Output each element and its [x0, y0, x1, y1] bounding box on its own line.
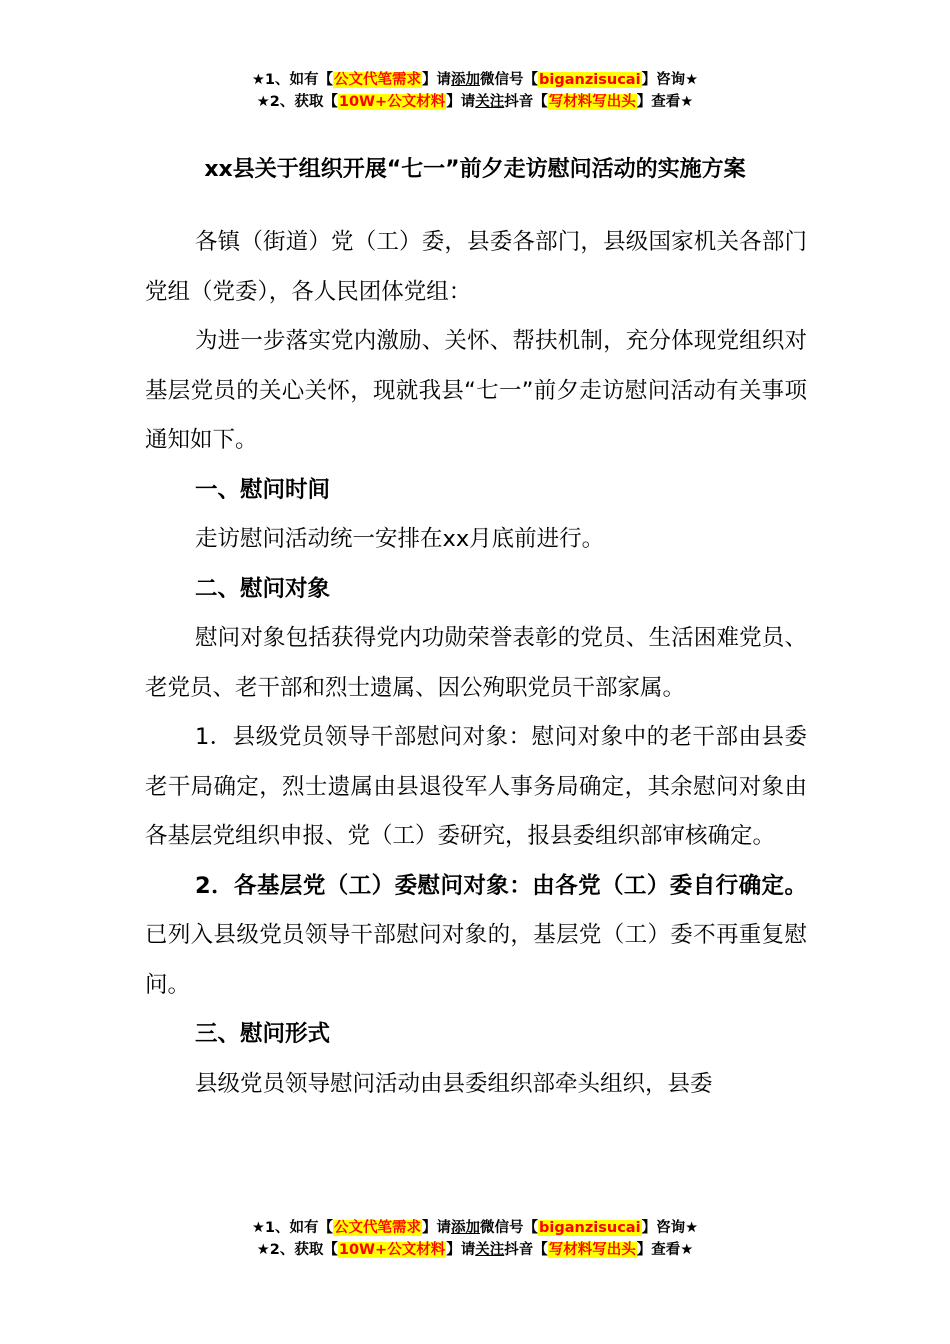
item-2-paragraph: [145, 862, 807, 1011]
banner-text: ★2、获取【: [256, 94, 338, 110]
section-heading-time: 一、慰问时间: [195, 476, 331, 503]
banner-text: 】查看★: [636, 94, 694, 110]
section-heading-form: 三、慰问形式: [195, 1021, 331, 1047]
banner-highlight: biganzisucai: [539, 72, 641, 88]
banner-text: 】查看★: [636, 1242, 694, 1258]
banner-underline: 添加: [451, 72, 481, 88]
banner-highlight: biganzisucai: [539, 1220, 641, 1236]
banner-text: 微信号【: [480, 72, 539, 88]
banner-text: ★1、如有【: [251, 72, 334, 88]
banner-text: 】请: [422, 72, 452, 88]
header-banner: [0, 69, 950, 113]
banner-underline: 添加: [451, 1220, 481, 1236]
banner-line-2: [0, 91, 950, 113]
section-time-paragraph: 走访慰问活动统一安排在xx月底前进行。: [195, 526, 605, 552]
banner-text: 】咨询★: [641, 1220, 699, 1236]
banner-text: 】请: [446, 1242, 476, 1258]
item-2-text: 已列入县级党员领导干部慰问对象的，基层党（工）委不再重复慰问。: [145, 922, 807, 998]
item-2-bold-text: 2．各基层党（工）委慰问对象：由各党（工）委自行确定。: [195, 872, 807, 899]
banner-highlight: 公文代笔需求: [334, 72, 422, 88]
banner-underline: 关注: [475, 1242, 505, 1258]
banner-highlight: 公文代笔需求: [334, 1220, 422, 1236]
banner-text: 抖音【: [504, 1242, 548, 1258]
document-body: [145, 218, 807, 1109]
section-heading-targets: 二、慰问对象: [195, 575, 331, 602]
banner-highlight: 10W+公文材料: [338, 1242, 446, 1258]
banner-text: 微信号【: [480, 1220, 539, 1236]
banner-text: 抖音【: [504, 94, 548, 110]
banner-text: 】请: [422, 1220, 452, 1236]
banner-text: ★1、如有【: [251, 1220, 334, 1236]
banner-line-2: [0, 1239, 950, 1261]
section-form-paragraph: 县级党员领导慰问活动由县委组织部牵头组织，县委: [195, 1070, 713, 1097]
banner-highlight: 写材料写出头: [548, 1242, 636, 1258]
section-targets-paragraph: 慰问对象包括获得党内功勋荣誉表彰的党员、生活困难党员、老党员、老干部和烈士遗属、因公殉职党员干部家属。: [145, 625, 807, 701]
document-title: xx县关于组织开展“七一”前夕走访慰问活动的实施方案: [204, 157, 746, 182]
banner-line-1: [0, 69, 950, 91]
banner-line-1: [0, 1217, 950, 1239]
intro-paragraph: 为进一步落实党内激励、关怀、帮扶机制，充分体现党组织对基层党员的关心关怀，现就我县“七一”前夕走访慰问活动有关事项通知如下。: [145, 328, 807, 453]
salutation-paragraph: 各镇（街道）党（工）委，县委各部门，县级国家机关各部门党组（党委），各人民团体党组：: [145, 229, 807, 305]
item-1-paragraph: 1．县级党员领导干部慰问对象：慰问对象中的老干部由县委老干局确定，烈士遗属由县退役军人事务局确定，其余慰问对象由各基层党组织申报、党（工）委研究，报县委组织部审核确定。: [145, 724, 807, 849]
footer-banner: [0, 1217, 950, 1261]
banner-text: 】请: [446, 94, 476, 110]
banner-highlight: 10W+公文材料: [338, 94, 446, 110]
banner-text: 】咨询★: [641, 72, 699, 88]
banner-text: ★2、获取【: [256, 1242, 338, 1258]
banner-highlight: 写材料写出头: [548, 94, 636, 110]
banner-underline: 关注: [475, 94, 505, 110]
